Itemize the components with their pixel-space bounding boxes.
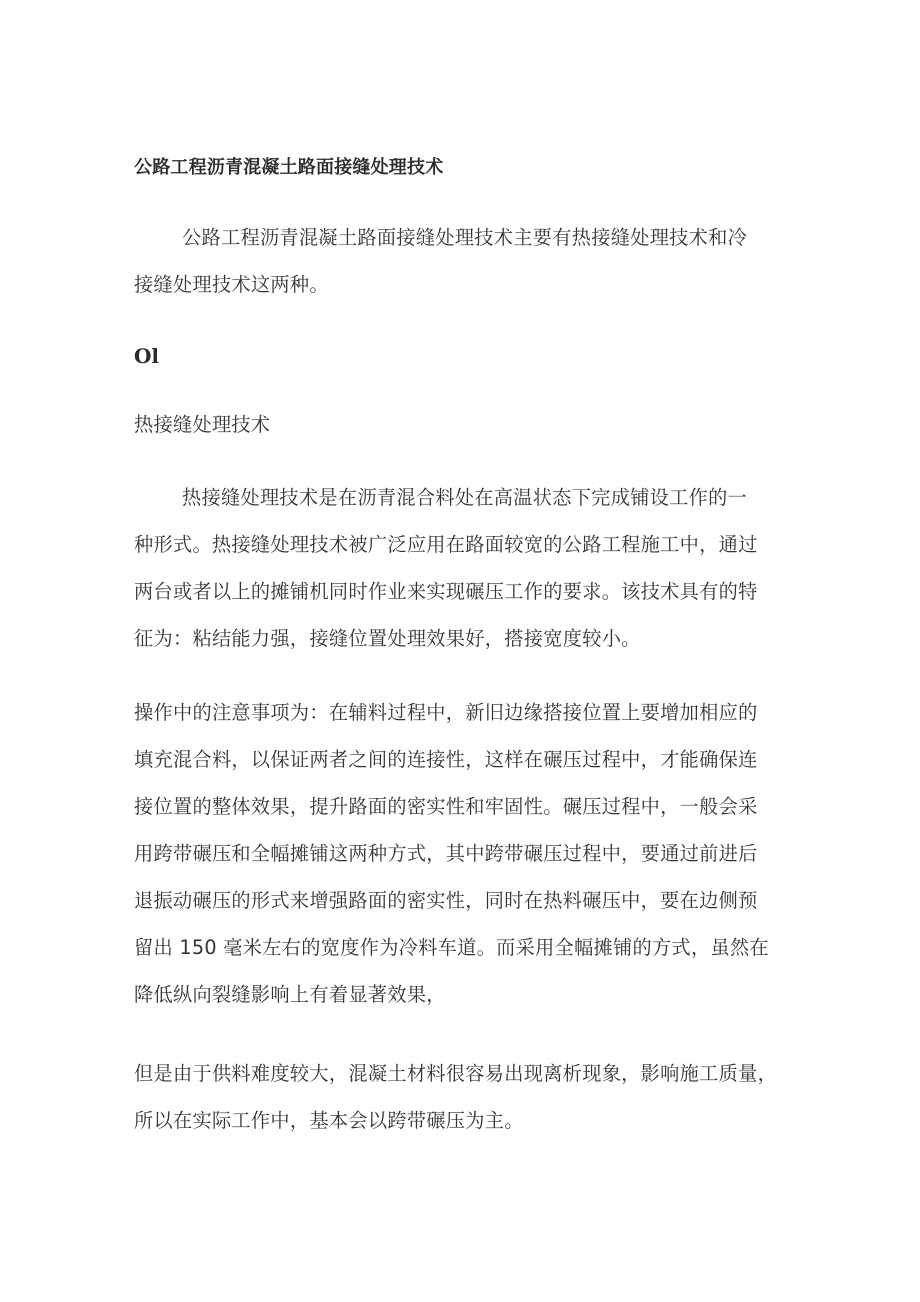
section-heading: 热接缝处理技术 (134, 413, 271, 436)
paragraph-conclusion (134, 1050, 794, 1144)
section-number: Ol (134, 344, 160, 368)
text-line: 退振动碾压的形式来增强路面的密实性，同时在热料碾压中，要在边侧预 (134, 889, 758, 912)
text-line: 留出 150 毫米左右的宽度作为冷料车道。而采用全幅摊铺的方式，虽然在 (134, 936, 769, 959)
text-line: 降低纵向裂缝影响上有着显著效果， (134, 983, 446, 1006)
text-line: 所以在实际工作中，基本会以跨带碾压为主。 (134, 1109, 524, 1132)
text-line: 种形式。热接缝处理技术被广泛应用在路面较宽的公路工程施工中，通过 (134, 533, 758, 556)
paragraph-hot-joint-definition (134, 474, 794, 662)
text-line: 征为：粘结能力强，接缝位置处理效果好，搭接宽度较小。 (134, 627, 641, 650)
text-line: 填充混合料，以保证两者之间的连接性，这样在碾压过程中，才能确保连 (134, 748, 758, 771)
text-line: 热接缝处理技术是在沥青混合料处在高温状态下完成铺设工作的一 (182, 486, 748, 509)
text-line: 接缝处理技术这两种。 (134, 273, 329, 296)
text-line: 用跨带碾压和全幅摊铺这两种方式，其中跨带碾压过程中，要通过前进后 (134, 842, 758, 865)
text-line: 操作中的注意事项为：在辅料过程中，新旧边缘搭接位置上要增加相应的 (134, 701, 758, 724)
intro-paragraph (134, 214, 794, 308)
text-line: 接位置的整体效果，提升路面的密实性和牢固性。碾压过程中，一般会采 (134, 795, 758, 818)
text-line: 两台或者以上的摊铺机同时作业来实现碾压工作的要求。该技术具有的特 (134, 580, 758, 603)
text-line: 但是由于供料难度较大，混凝土材料很容易出现离析现象，影响施工质量， (134, 1062, 778, 1085)
paragraph-operation-notes (134, 689, 794, 1018)
text-line: 公路工程沥青混凝土路面接缝处理技术主要有热接缝处理技术和冷 (182, 226, 748, 249)
document-title: 公路工程沥青混凝土路面接缝处理技术 (134, 157, 444, 178)
